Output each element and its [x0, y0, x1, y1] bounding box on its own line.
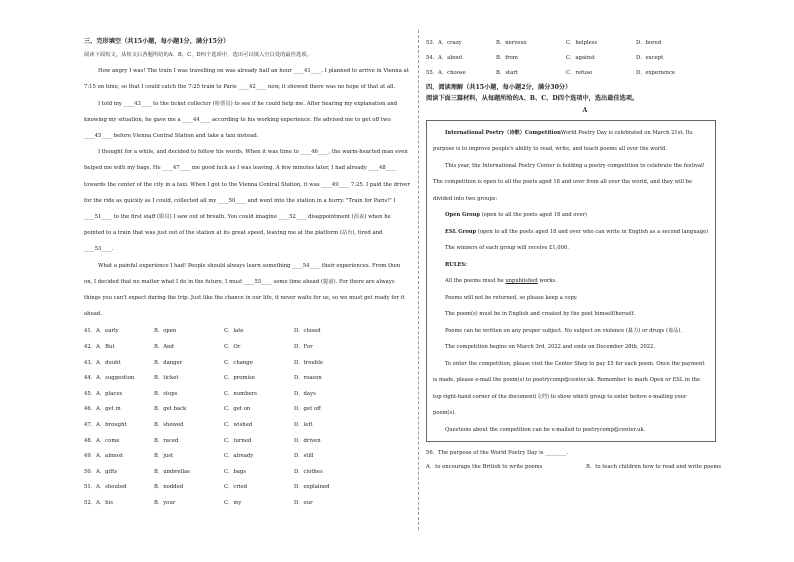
option-b: B．nodded — [154, 484, 184, 491]
option-row — [84, 324, 410, 340]
column-divider — [418, 30, 419, 530]
option-b: B．stops — [154, 390, 178, 397]
option-d: D．left — [294, 422, 313, 429]
rules-heading: RULES: — [445, 261, 468, 268]
esl-group-text: (open to all the poets aged 18 and over who can write in English as a second language) — [476, 228, 709, 235]
option-d: D．our — [294, 499, 313, 506]
option-b: B．danger — [154, 359, 183, 366]
option-b: B．open — [154, 328, 177, 335]
rule-3: The poem(s) must be in English and created by the poet himself/herself. — [445, 311, 636, 318]
option-row — [84, 356, 410, 372]
option-a: 47．A．brought — [84, 422, 127, 429]
question-56: 56．The purpose of the World Poetry Day is ________. — [426, 450, 569, 457]
option-row — [84, 434, 410, 450]
option-c: C．cried — [224, 484, 248, 491]
option-a: 54．A．about — [426, 55, 463, 62]
cloze-paragraph-1: How angry I was! The train I was travelling on was already half an hour ____41____. I planned to arrive in Vienna at 7:15 on time, so that I could catch the 7:25 train to Paris ____42____ now, it showed there was no hope of that at all. — [84, 68, 409, 91]
passage-title: International Poetry（诗歌）Competition — [445, 129, 561, 136]
option-c: C．change — [224, 359, 253, 366]
option-b: B．raced — [154, 437, 179, 444]
option-row — [84, 340, 410, 356]
enter-text: To enter the competition, please visit the Center Shop to pay £5 for each poem. Once the payment is made, please e-mail the poem(s) to poetrycomp@center.uk. Remember to mark Open or ESL in the top right-hand corner of the document(文档) to show which group to enter before e-mailing your poem(s). — [433, 360, 705, 417]
open-group — [433, 207, 709, 224]
cloze-instruction: 阅读下面短文，从短文后各题所给的A、B、C、D四个选项中，选出可以填入空白处的最佳选项。 — [84, 52, 312, 58]
option-c: C．against — [566, 55, 596, 62]
section-title-reading: 四、阅读理解（共15小题，每小题2分，满分30分） — [426, 83, 572, 91]
rule-4: Poems can be written on any proper subject. No subject on violence (暴力) or drugs (毒品). — [445, 327, 683, 334]
option-a: 50．A．gifts — [84, 468, 118, 475]
option-d: D．experience — [636, 70, 676, 77]
rule-1-underlined: unpublished — [505, 278, 538, 285]
option-c: C．promise — [224, 375, 256, 382]
open-group-text: (open to all the poets aged 18 and over) — [480, 212, 587, 219]
passage-intro — [433, 125, 709, 158]
option-b: B．nervous — [496, 40, 527, 46]
option-a: 43．A．doubt — [84, 359, 121, 366]
option-a: 42．A．But — [84, 344, 115, 351]
passage-box — [426, 120, 716, 443]
option-b: B．from — [496, 55, 518, 62]
option-d: D．explained — [294, 484, 330, 491]
option-c: C．get on — [224, 406, 251, 413]
option-row — [84, 480, 410, 496]
option-c: C．Or — [224, 344, 241, 351]
option-d: D．clothes — [294, 468, 323, 475]
option-c: C．numbers — [224, 390, 257, 397]
esl-group — [433, 224, 709, 241]
passage-label: A — [582, 106, 588, 114]
option-c: C．wished — [224, 422, 253, 429]
question-56-options — [426, 460, 744, 474]
reading-instruction: 阅读下面三篇材料，从每题所给的A、B、C、D四个选项中，选出最佳选项。 — [426, 94, 639, 102]
option-b: B．start — [496, 70, 518, 77]
rule-2: Poems will not be returned, so please keep a copy. — [445, 294, 578, 301]
option-d: D．trouble — [294, 359, 324, 366]
dates-text: The competition begins on March 3rd, 2022 and ends on December 28th, 2022. — [445, 344, 656, 351]
option-c: C．refuse — [566, 70, 593, 77]
option-a: 49．A．almost — [84, 453, 124, 460]
option-d: D．except — [636, 55, 664, 62]
option-c: C．helpless — [566, 40, 598, 46]
cloze-paragraph-4: What a painful experience I had! People should always learn something ____54____ their experiences. From then on, I decided that no matter what I do in the future, I must ____55____ some time ahead (提前). For there are always things you can't expect during the trip. Just like the chance in our life, it never waits for us, so we must get ready for it ahead. — [84, 262, 405, 318]
passage-intro-text: World Poetry Day is celebrated on March 21st. Its purpose is to improve people's ability to read, write, and teach poems all over the world. — [433, 129, 693, 153]
option-d: D．driven — [294, 437, 321, 444]
option-d: D．For — [294, 344, 313, 351]
option-b: B．ticket — [154, 375, 179, 382]
esl-group-label: ESL Group — [445, 228, 477, 235]
option-a: 52．A．his — [84, 499, 113, 506]
passage-paragraph: This year, the International Poetry Center is holding a poetry competition to celebrate the festival! The competition is open to all the poets aged 18 and over from all over the world, and they will be divided into two groups: — [433, 162, 705, 202]
option-d: D．bored — [636, 40, 662, 46]
option-a: 45．A．places — [84, 390, 123, 397]
option-row — [84, 371, 410, 387]
option-a: 53．A．crazy — [426, 40, 462, 46]
option-row — [84, 418, 410, 434]
option-b: B．showed — [154, 422, 184, 429]
option-a: A．to encourage the British to write poems — [426, 464, 543, 471]
option-row — [426, 51, 744, 66]
option-a: 51．A．shouted — [84, 484, 127, 491]
option-c: C．already — [224, 453, 254, 460]
option-row — [84, 496, 410, 512]
open-group-label: Open Group — [445, 212, 481, 219]
cloze-paragraph-3: I thought for a while, and decided to follow his words. When it was time to ____46____, the warm-hearted man even helped me with my bags. He ____47____ me good luck as I was leaving. A few minutes later, I had already ____48____ towards the center of the city in a taxi. When I got to the Vienna Central Station, it was ____49____ 7:25. I paid the driver for the ride as quickly as I could, collected all my ____50____ and went into the station in a hurry. "Train for Paris!" I ____51____ to the first staff (职员) I saw out of breath. You could imagine ____52____ disappointment (沮丧) when he pointed to a train that was just out of the station at its great speed, leaving me at the platform (站台), tired and ____53____. — [84, 149, 410, 253]
option-row — [84, 449, 410, 465]
cloze-paragraph-2: I told my ____43____ to the ticket collector (检票员) to see if he could help me. After hearing my explanation and knowing my situation, he gave me a ____44____ according to his working experience. He advised me to get off two ____45____ before Vienna Central Station and take a taxi instead. — [84, 100, 398, 140]
option-row — [426, 66, 744, 81]
option-b: B．your — [154, 499, 176, 506]
option-row — [84, 387, 410, 403]
option-d: D．closed — [294, 328, 321, 335]
rule-1-pre: All the poems must be — [445, 278, 506, 285]
section-title-cloze: 三、完形填空（共15小题，每小题1分，满分15分） — [84, 38, 230, 45]
questions-text: Questions about the competition can be e-mailed to poetrycomp@center.uk. — [445, 426, 646, 433]
option-b: B．just — [154, 453, 174, 460]
option-c: C．my — [224, 499, 242, 506]
option-a: 55．A．choose — [426, 70, 466, 77]
left-column — [84, 36, 410, 512]
option-b: B．to teach children how to read and write poems — [586, 464, 722, 471]
option-row — [426, 36, 744, 51]
option-b: B．umbrellas — [154, 468, 190, 475]
option-c: C．bags — [224, 468, 247, 475]
option-d: D．reason — [294, 375, 322, 382]
option-a: 41．A．early — [84, 328, 119, 335]
option-c: C．late — [224, 328, 244, 335]
option-d: D．days — [294, 390, 316, 397]
option-b: B．And — [154, 344, 174, 351]
option-row — [84, 402, 410, 418]
rule-1 — [433, 273, 709, 290]
option-a: 46．A．get in — [84, 406, 121, 413]
option-row — [84, 465, 410, 481]
option-d: D．get off — [294, 406, 321, 413]
rule-1-post: works. — [537, 278, 557, 285]
option-a: 44．A．suggestion — [84, 375, 135, 382]
right-column — [426, 36, 744, 474]
cloze-options — [84, 324, 410, 511]
option-c: C．turned — [224, 437, 252, 444]
option-a: 48．A．come — [84, 437, 120, 444]
winners-text: The winners of each group will receive £1,000. — [445, 245, 569, 252]
option-b: B．get back — [154, 406, 187, 413]
option-d: D．still — [294, 453, 314, 460]
